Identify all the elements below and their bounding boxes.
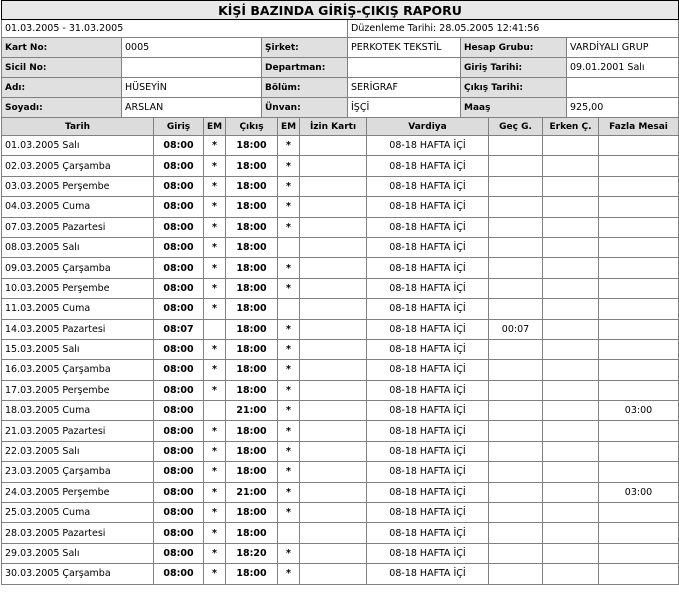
cell-em1: * xyxy=(204,441,226,461)
cell-tarih: 23.03.2005 Çarşamba xyxy=(2,462,154,482)
cell-erken xyxy=(543,482,599,502)
unvan-value: İŞÇİ xyxy=(348,98,461,118)
cell-em1 xyxy=(204,401,226,421)
cell-gec xyxy=(489,217,543,237)
cell-vardiya: 08-18 HAFTA İÇİ xyxy=(367,543,489,563)
cell-cikis: 18:00 xyxy=(226,462,278,482)
cell-gec xyxy=(489,156,543,176)
cell-vardiya: 08-18 HAFTA İÇİ xyxy=(367,360,489,380)
cell-vardiya: 08-18 HAFTA İÇİ xyxy=(367,319,489,339)
cell-vardiya: 08-18 HAFTA İÇİ xyxy=(367,380,489,400)
cell-vardiya: 08-18 HAFTA İÇİ xyxy=(367,136,489,156)
table-row xyxy=(2,441,679,461)
cell-fazla xyxy=(599,339,679,359)
sicil-no-label: Sicil No: xyxy=(2,58,122,78)
cell-izin xyxy=(300,237,367,257)
table-row xyxy=(2,136,679,156)
cell-em2: * xyxy=(278,156,300,176)
cell-gec xyxy=(489,421,543,441)
cell-giris: 08:00 xyxy=(154,299,204,319)
cell-giris: 08:00 xyxy=(154,401,204,421)
table-row xyxy=(2,176,679,196)
edit-date: Düzenleme Tarihi: 28.05.2005 12:41:56 xyxy=(348,20,679,38)
cell-tarih: 25.03.2005 Cuma xyxy=(2,503,154,523)
cell-gec xyxy=(489,462,543,482)
table-row xyxy=(2,339,679,359)
cell-erken xyxy=(543,503,599,523)
cell-cikis: 18:00 xyxy=(226,217,278,237)
cell-cikis: 18:00 xyxy=(226,136,278,156)
cell-izin xyxy=(300,543,367,563)
cell-tarih: 21.03.2005 Pazartesi xyxy=(2,421,154,441)
cell-em1: * xyxy=(204,176,226,196)
cell-tarih: 07.03.2005 Pazartesi xyxy=(2,217,154,237)
cell-em1: * xyxy=(204,360,226,380)
cell-erken xyxy=(543,278,599,298)
cell-em1: * xyxy=(204,258,226,278)
table-row xyxy=(2,278,679,298)
cell-em2: * xyxy=(278,543,300,563)
cell-vardiya: 08-18 HAFTA İÇİ xyxy=(367,462,489,482)
cell-izin xyxy=(300,360,367,380)
hesap-grubu-value: VARDİYALI GRUP xyxy=(567,38,679,58)
table-row xyxy=(2,543,679,563)
sirket-value: PERKOTEK TEKSTİL xyxy=(348,38,461,58)
cell-izin xyxy=(300,523,367,543)
sirket-label: Şirket: xyxy=(262,38,348,58)
cell-izin xyxy=(300,564,367,584)
col-header-giris: Giriş xyxy=(154,118,204,136)
cell-em2 xyxy=(278,523,300,543)
cell-em2: * xyxy=(278,136,300,156)
cell-giris: 08:00 xyxy=(154,258,204,278)
table-row xyxy=(2,360,679,380)
cell-giris: 08:00 xyxy=(154,197,204,217)
table-row xyxy=(2,156,679,176)
cell-tarih: 29.03.2005 Salı xyxy=(2,543,154,563)
cell-izin xyxy=(300,482,367,502)
cell-gec xyxy=(489,523,543,543)
cell-cikis: 18:00 xyxy=(226,156,278,176)
cell-em2: * xyxy=(278,176,300,196)
cell-em1: * xyxy=(204,462,226,482)
cell-fazla xyxy=(599,237,679,257)
cell-erken xyxy=(543,217,599,237)
table-body xyxy=(2,136,679,585)
cell-gec xyxy=(489,503,543,523)
cell-giris: 08:00 xyxy=(154,136,204,156)
cell-gec xyxy=(489,543,543,563)
cell-erken xyxy=(543,462,599,482)
cell-vardiya: 08-18 HAFTA İÇİ xyxy=(367,237,489,257)
cell-izin xyxy=(300,462,367,482)
table-row xyxy=(2,401,679,421)
info-row-1 xyxy=(2,38,679,58)
cell-erken xyxy=(543,319,599,339)
cell-cikis: 18:20 xyxy=(226,543,278,563)
cell-erken xyxy=(543,564,599,584)
page-title: KİŞİ BAZINDA GİRİŞ-ÇIKIŞ RAPORU xyxy=(2,1,679,20)
cell-fazla xyxy=(599,441,679,461)
cell-giris: 08:00 xyxy=(154,441,204,461)
col-header-em2: EM xyxy=(278,118,300,136)
cell-cikis: 21:00 xyxy=(226,401,278,421)
cell-tarih: 01.03.2005 Salı xyxy=(2,136,154,156)
bolum-label: Bölüm: xyxy=(262,78,348,98)
cell-fazla xyxy=(599,360,679,380)
info-row-4 xyxy=(2,98,679,118)
giris-tarihi-value: 09.01.2001 Salı xyxy=(567,58,679,78)
cell-em2: * xyxy=(278,339,300,359)
cell-em2: * xyxy=(278,441,300,461)
cell-giris: 08:00 xyxy=(154,156,204,176)
cell-izin xyxy=(300,136,367,156)
cell-gec xyxy=(489,237,543,257)
cell-fazla: 03:00 xyxy=(599,401,679,421)
cell-em1: * xyxy=(204,217,226,237)
cell-izin xyxy=(300,421,367,441)
giris-tarihi-label: Giriş Tarihi: xyxy=(461,58,567,78)
cell-vardiya: 08-18 HAFTA İÇİ xyxy=(367,197,489,217)
cell-gec xyxy=(489,401,543,421)
table-row xyxy=(2,299,679,319)
cell-giris: 08:00 xyxy=(154,543,204,563)
cell-gec xyxy=(489,339,543,359)
table-row xyxy=(2,237,679,257)
table-header-row xyxy=(2,118,679,136)
cell-em2: * xyxy=(278,360,300,380)
cell-em2: * xyxy=(278,319,300,339)
cell-gec xyxy=(489,258,543,278)
cell-em2: * xyxy=(278,503,300,523)
col-header-gec: Geç G. xyxy=(489,118,543,136)
cell-izin xyxy=(300,176,367,196)
cell-cikis: 18:00 xyxy=(226,441,278,461)
cell-cikis: 18:00 xyxy=(226,258,278,278)
cell-em2: * xyxy=(278,401,300,421)
cell-erken xyxy=(543,360,599,380)
cell-em1: * xyxy=(204,380,226,400)
cell-erken xyxy=(543,237,599,257)
cell-tarih: 15.03.2005 Salı xyxy=(2,339,154,359)
table-row xyxy=(2,258,679,278)
cell-izin xyxy=(300,339,367,359)
cell-izin xyxy=(300,197,367,217)
report xyxy=(1,0,678,585)
cell-tarih: 08.03.2005 Salı xyxy=(2,237,154,257)
cell-izin xyxy=(300,258,367,278)
cell-em1: * xyxy=(204,482,226,502)
cikis-tarihi-label: Çıkış Tarihi: xyxy=(461,78,567,98)
attendance-table xyxy=(1,117,679,585)
cell-erken xyxy=(543,401,599,421)
soyadi-label: Soyadı: xyxy=(2,98,122,118)
cikis-tarihi-value xyxy=(567,78,679,98)
cell-erken xyxy=(543,197,599,217)
cell-erken xyxy=(543,176,599,196)
cell-vardiya: 08-18 HAFTA İÇİ xyxy=(367,523,489,543)
kart-no-value: 0005 xyxy=(122,38,262,58)
cell-vardiya: 08-18 HAFTA İÇİ xyxy=(367,503,489,523)
cell-erken xyxy=(543,299,599,319)
soyadi-value: ARSLAN xyxy=(122,98,262,118)
cell-izin xyxy=(300,278,367,298)
cell-cikis: 18:00 xyxy=(226,523,278,543)
cell-fazla xyxy=(599,217,679,237)
cell-em1: * xyxy=(204,421,226,441)
cell-fazla xyxy=(599,156,679,176)
cell-tarih: 30.03.2005 Çarşamba xyxy=(2,564,154,584)
col-header-fazla: Fazla Mesai xyxy=(599,118,679,136)
cell-em2: * xyxy=(278,462,300,482)
cell-cikis: 18:00 xyxy=(226,176,278,196)
cell-cikis: 18:00 xyxy=(226,339,278,359)
cell-em1: * xyxy=(204,339,226,359)
cell-giris: 08:00 xyxy=(154,421,204,441)
cell-cikis: 18:00 xyxy=(226,237,278,257)
cell-izin xyxy=(300,156,367,176)
cell-erken xyxy=(543,380,599,400)
cell-giris: 08:00 xyxy=(154,278,204,298)
cell-cikis: 18:00 xyxy=(226,360,278,380)
cell-gec xyxy=(489,441,543,461)
cell-tarih: 02.03.2005 Çarşamba xyxy=(2,156,154,176)
cell-erken xyxy=(543,339,599,359)
cell-giris: 08:00 xyxy=(154,217,204,237)
maas-label: Maaş xyxy=(461,98,567,118)
cell-tarih: 11.03.2005 Cuma xyxy=(2,299,154,319)
cell-giris: 08:00 xyxy=(154,462,204,482)
bolum-value: SERİGRAF xyxy=(348,78,461,98)
cell-cikis: 18:00 xyxy=(226,278,278,298)
cell-giris: 08:00 xyxy=(154,176,204,196)
col-header-tarih: Tarih xyxy=(2,118,154,136)
cell-giris: 08:00 xyxy=(154,237,204,257)
cell-cikis: 18:00 xyxy=(226,421,278,441)
cell-cikis: 21:00 xyxy=(226,482,278,502)
cell-giris: 08:00 xyxy=(154,360,204,380)
cell-izin xyxy=(300,380,367,400)
cell-em2: * xyxy=(278,258,300,278)
cell-tarih: 17.03.2005 Perşembe xyxy=(2,380,154,400)
date-range: 01.03.2005 - 31.03.2005 xyxy=(2,20,348,38)
cell-vardiya: 08-18 HAFTA İÇİ xyxy=(367,441,489,461)
title-row xyxy=(2,1,679,20)
cell-gec xyxy=(489,564,543,584)
adi-label: Adı: xyxy=(2,78,122,98)
cell-fazla xyxy=(599,197,679,217)
cell-vardiya: 08-18 HAFTA İÇİ xyxy=(367,299,489,319)
cell-izin xyxy=(300,319,367,339)
cell-em2: * xyxy=(278,197,300,217)
cell-gec xyxy=(489,380,543,400)
cell-tarih: 24.03.2005 Perşembe xyxy=(2,482,154,502)
cell-em2: * xyxy=(278,278,300,298)
cell-gec xyxy=(489,360,543,380)
cell-cikis: 18:00 xyxy=(226,197,278,217)
col-header-cikis: Çıkış xyxy=(226,118,278,136)
cell-tarih: 14.03.2005 Pazartesi xyxy=(2,319,154,339)
table-row xyxy=(2,564,679,584)
table-row xyxy=(2,421,679,441)
maas-value: 925,00 xyxy=(567,98,679,118)
table-row xyxy=(2,380,679,400)
cell-em1: * xyxy=(204,299,226,319)
cell-tarih: 16.03.2005 Çarşamba xyxy=(2,360,154,380)
cell-fazla xyxy=(599,299,679,319)
info-row-2 xyxy=(2,58,679,78)
departman-value xyxy=(348,58,461,78)
cell-fazla xyxy=(599,523,679,543)
cell-erken xyxy=(543,156,599,176)
cell-fazla xyxy=(599,421,679,441)
table-row xyxy=(2,462,679,482)
cell-erken xyxy=(543,421,599,441)
cell-em2 xyxy=(278,299,300,319)
cell-vardiya: 08-18 HAFTA İÇİ xyxy=(367,176,489,196)
departman-label: Departman: xyxy=(262,58,348,78)
cell-em2: * xyxy=(278,217,300,237)
cell-giris: 08:00 xyxy=(154,380,204,400)
info-row-3 xyxy=(2,78,679,98)
cell-em2: * xyxy=(278,380,300,400)
cell-izin xyxy=(300,401,367,421)
cell-em1: * xyxy=(204,156,226,176)
cell-cikis: 18:00 xyxy=(226,564,278,584)
cell-vardiya: 08-18 HAFTA İÇİ xyxy=(367,401,489,421)
cell-fazla xyxy=(599,564,679,584)
cell-em2: * xyxy=(278,421,300,441)
col-header-erken: Erken Ç. xyxy=(543,118,599,136)
cell-erken xyxy=(543,523,599,543)
cell-em1: * xyxy=(204,278,226,298)
cell-gec xyxy=(489,299,543,319)
cell-giris: 08:00 xyxy=(154,339,204,359)
cell-tarih: 28.03.2005 Pazartesi xyxy=(2,523,154,543)
cell-fazla xyxy=(599,278,679,298)
cell-fazla xyxy=(599,319,679,339)
cell-tarih: 04.03.2005 Cuma xyxy=(2,197,154,217)
cell-em1: * xyxy=(204,237,226,257)
cell-tarih: 09.03.2005 Çarşamba xyxy=(2,258,154,278)
cell-vardiya: 08-18 HAFTA İÇİ xyxy=(367,421,489,441)
cell-gec xyxy=(489,176,543,196)
cell-giris: 08:00 xyxy=(154,482,204,502)
cell-gec xyxy=(489,482,543,502)
cell-giris: 08:00 xyxy=(154,564,204,584)
table-row xyxy=(2,482,679,502)
cell-vardiya: 08-18 HAFTA İÇİ xyxy=(367,217,489,237)
cell-erken xyxy=(543,136,599,156)
cell-vardiya: 08-18 HAFTA İÇİ xyxy=(367,156,489,176)
table-row xyxy=(2,523,679,543)
cell-izin xyxy=(300,299,367,319)
cell-vardiya: 08-18 HAFTA İÇİ xyxy=(367,258,489,278)
cell-giris: 08:00 xyxy=(154,503,204,523)
cell-izin xyxy=(300,217,367,237)
cell-vardiya: 08-18 HAFTA İÇİ xyxy=(367,339,489,359)
cell-em1: * xyxy=(204,543,226,563)
adi-value: HÜSEYİN xyxy=(122,78,262,98)
cell-erken xyxy=(543,258,599,278)
cell-gec: 00:07 xyxy=(489,319,543,339)
cell-fazla xyxy=(599,176,679,196)
cell-erken xyxy=(543,441,599,461)
cell-tarih: 18.03.2005 Cuma xyxy=(2,401,154,421)
cell-em2: * xyxy=(278,482,300,502)
cell-erken xyxy=(543,543,599,563)
cell-em1 xyxy=(204,319,226,339)
cell-tarih: 03.03.2005 Perşembe xyxy=(2,176,154,196)
cell-em1: * xyxy=(204,564,226,584)
cell-vardiya: 08-18 HAFTA İÇİ xyxy=(367,482,489,502)
cell-giris: 08:07 xyxy=(154,319,204,339)
cell-em1: * xyxy=(204,197,226,217)
table-row xyxy=(2,197,679,217)
cell-vardiya: 08-18 HAFTA İÇİ xyxy=(367,564,489,584)
cell-gec xyxy=(489,197,543,217)
cell-fazla xyxy=(599,503,679,523)
date-row xyxy=(2,20,679,38)
cell-em2: * xyxy=(278,564,300,584)
cell-fazla: 03:00 xyxy=(599,482,679,502)
cell-giris: 08:00 xyxy=(154,523,204,543)
cell-em1: * xyxy=(204,523,226,543)
cell-gec xyxy=(489,136,543,156)
col-header-izin: İzin Kartı xyxy=(300,118,367,136)
cell-cikis: 18:00 xyxy=(226,299,278,319)
cell-fazla xyxy=(599,136,679,156)
cell-fazla xyxy=(599,462,679,482)
cell-fazla xyxy=(599,258,679,278)
cell-fazla xyxy=(599,543,679,563)
cell-vardiya: 08-18 HAFTA İÇİ xyxy=(367,278,489,298)
table-row xyxy=(2,217,679,237)
col-header-vardiya: Vardiya xyxy=(367,118,489,136)
report-header-table xyxy=(1,0,679,118)
cell-izin xyxy=(300,441,367,461)
sicil-no-value xyxy=(122,58,262,78)
cell-tarih: 22.03.2005 Salı xyxy=(2,441,154,461)
table-row xyxy=(2,319,679,339)
cell-cikis: 18:00 xyxy=(226,319,278,339)
cell-izin xyxy=(300,503,367,523)
cell-tarih: 10.03.2005 Perşembe xyxy=(2,278,154,298)
unvan-label: Ünvan: xyxy=(262,98,348,118)
cell-gec xyxy=(489,278,543,298)
cell-cikis: 18:00 xyxy=(226,503,278,523)
cell-em2 xyxy=(278,237,300,257)
cell-cikis: 18:00 xyxy=(226,380,278,400)
col-header-em1: EM xyxy=(204,118,226,136)
cell-fazla xyxy=(599,380,679,400)
cell-em1: * xyxy=(204,503,226,523)
hesap-grubu-label: Hesap Grubu: xyxy=(461,38,567,58)
table-row xyxy=(2,503,679,523)
cell-em1: * xyxy=(204,136,226,156)
kart-no-label: Kart No: xyxy=(2,38,122,58)
